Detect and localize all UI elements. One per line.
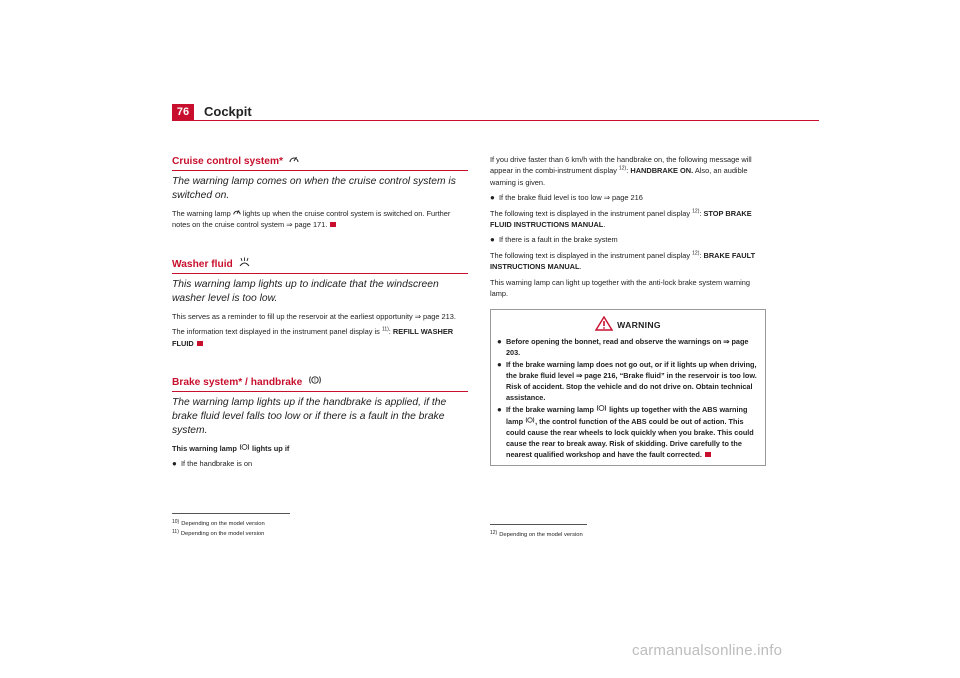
paragraph-text: The warning lamp [172,209,231,218]
warning-item-text: lights up together with the ABS warning lamp [506,405,748,426]
section-title-washer [172,257,468,274]
warning-item-text: Before opening the bonnet, read and observe the warnings on ⇒ page 203. [506,336,749,357]
washer-fluid-icon [239,259,250,269]
bullet-icon: ● [490,235,495,245]
paragraph-text: This warning lamp [172,444,237,454]
paragraph-text: : [699,208,702,218]
footnote-text: Depending on the model version [499,532,583,538]
warning-header [491,310,765,335]
paragraph-washer-1: This serves as a reminder to fill up the reservoir at the earliest opportunity ⇒ page 213. [172,311,456,321]
list-item [490,234,766,245]
footnote [172,528,265,538]
list-item [172,458,468,469]
section-end-mark [197,341,203,346]
bullet-icon: ● [497,405,502,415]
page-number: 76 [172,104,194,120]
paragraph-text: Also, an audible warning is given. [490,166,748,187]
footnotes-right [490,529,583,539]
footnote [490,529,583,539]
warning-item [497,359,759,403]
section-title-text: Cruise control system* [172,156,283,167]
warning-box [490,309,766,465]
warning-item-text: If the brake warning lamp [506,405,594,415]
footnote-text: Depending on the model version [180,531,265,537]
footnote-rule-right [490,524,587,525]
chapter-title: Cockpit [204,104,252,119]
warning-title: WARNING [617,320,661,331]
section-intro-cruise: The warning lamp comes on when the cruise control system is switched on. [172,176,456,201]
list-item [490,192,766,203]
section-end-mark [330,222,336,227]
footnotes-left [172,518,265,538]
section-intro-brake: The warning lamp lights up if the handbrake is applied, if the brake fluid level falls too low or if there is a fault in the brake system. [172,397,447,437]
paragraph-brake-lamp [172,443,468,454]
paragraph-abs-note: This warning lamp can light up together with the anti-lock brake system warning lamp. [490,277,751,299]
section-title-text: Washer fluid [172,258,233,270]
footnote-text: Depending on the model version [181,521,265,527]
svg-text:!: ! [314,378,316,385]
paragraph-text: : [388,327,391,337]
brake-warning-icon [239,444,250,453]
paragraph-washer-2 [172,326,468,349]
bullet-icon: ● [490,193,495,203]
section-end-mark [705,452,711,457]
watermark: carmanualsonline.info [632,642,783,659]
list-item-text: If there is a fault in the brake system [499,235,618,245]
paragraph-brake-fluid-message: The following text is displayed in the instrument panel display $^{12)}$: STOP BRAKE FLUID INSTRUCTIONS MANUAL. [490,208,752,230]
display-message: STOP BRAKE FLUID INSTRUCTIONS MANUAL [490,208,752,230]
section-title-cruise [172,154,468,171]
paragraph-cruise [172,208,468,231]
paragraph-handbrake [490,154,766,188]
footnote-ref: 12) [692,250,700,257]
section-intro-washer: This warning lamp lights up to indicate that the windscreen washer level is too low. [172,278,439,304]
paragraph-text: : [626,166,629,176]
footnote-ref: 12) [692,208,700,215]
footnote-ref: 12) [619,165,627,172]
paragraph-text: : [699,250,702,260]
list-item-text: If the brake fluid level is too low ⇒ page 216 [499,193,643,203]
paragraph-text: The information text displayed in the instrument panel display is [172,327,380,337]
warning-item-text: , the control function of the ABS could be out of action. This could cause the rear wheels to lock quickly when you brake. This could cause the rear to break away. Risk of skidding. Drive carefully to the nearest qualified workshop and have the fault corrected. [506,416,754,459]
brake-warning-icon [596,405,607,414]
list-item-text: If the handbrake is on [181,459,253,469]
footnote-number: 11) [172,529,179,535]
cruise-control-icon [289,156,299,166]
section-title-text: Brake system* / handbrake [172,377,303,389]
paragraph-brake-fault-message: The following text is displayed in the instrument panel display $^{12)}$: BRAKE FAULT INSTRUCTIONS MANUAL. [490,250,756,272]
warning-triangle-icon [595,320,617,330]
paragraph-text: lights up when the cruise control system is switched on. Further notes on the cruise control system ⇒ page 171. [172,209,451,230]
warning-item [497,336,759,358]
bullet-icon: ● [497,336,502,346]
display-message: BRAKE FAULT INSTRUCTIONS MANUAL [490,250,756,272]
brake-warning-icon [308,377,322,387]
right-column [490,154,766,466]
footnote-number: 10) [172,519,180,525]
warning-item-text: If the brake warning lamp does not go out, or if it lights up when driving, the brake fluid level ⇒ page 216, “Brake fluid” in the reservoir is too low. Risk of accident. Stop the vehicle and do not drive on. Obtain technical assistance. [506,360,757,403]
left-column [172,154,468,474]
bullet-icon: ● [497,360,502,370]
footnote-rule-left [172,513,290,514]
footnote-number: 12) [490,530,498,536]
paragraph-text: If you drive faster than 6 km/h with the handbrake on, the following message will appear in the combi-instrument display [490,155,752,176]
footnote-ref: 11) [381,326,389,333]
footnote [172,518,265,528]
paragraph-text: The following text is displayed in the instrument panel display [490,208,691,218]
bullet-icon: ● [172,459,177,469]
paragraph-text: The following text is displayed in the instrument panel display [490,250,691,260]
cruise-control-icon [233,209,241,218]
display-message: HANDBRAKE ON. [630,166,694,176]
section-title-brake [172,375,468,392]
abs-warning-icon [525,417,535,426]
paragraph-text: lights up if [252,444,290,454]
display-message: REFILL WASHER FLUID [172,327,454,348]
warning-item [497,404,759,459]
header-rule [172,120,819,121]
warning-body [491,336,765,460]
